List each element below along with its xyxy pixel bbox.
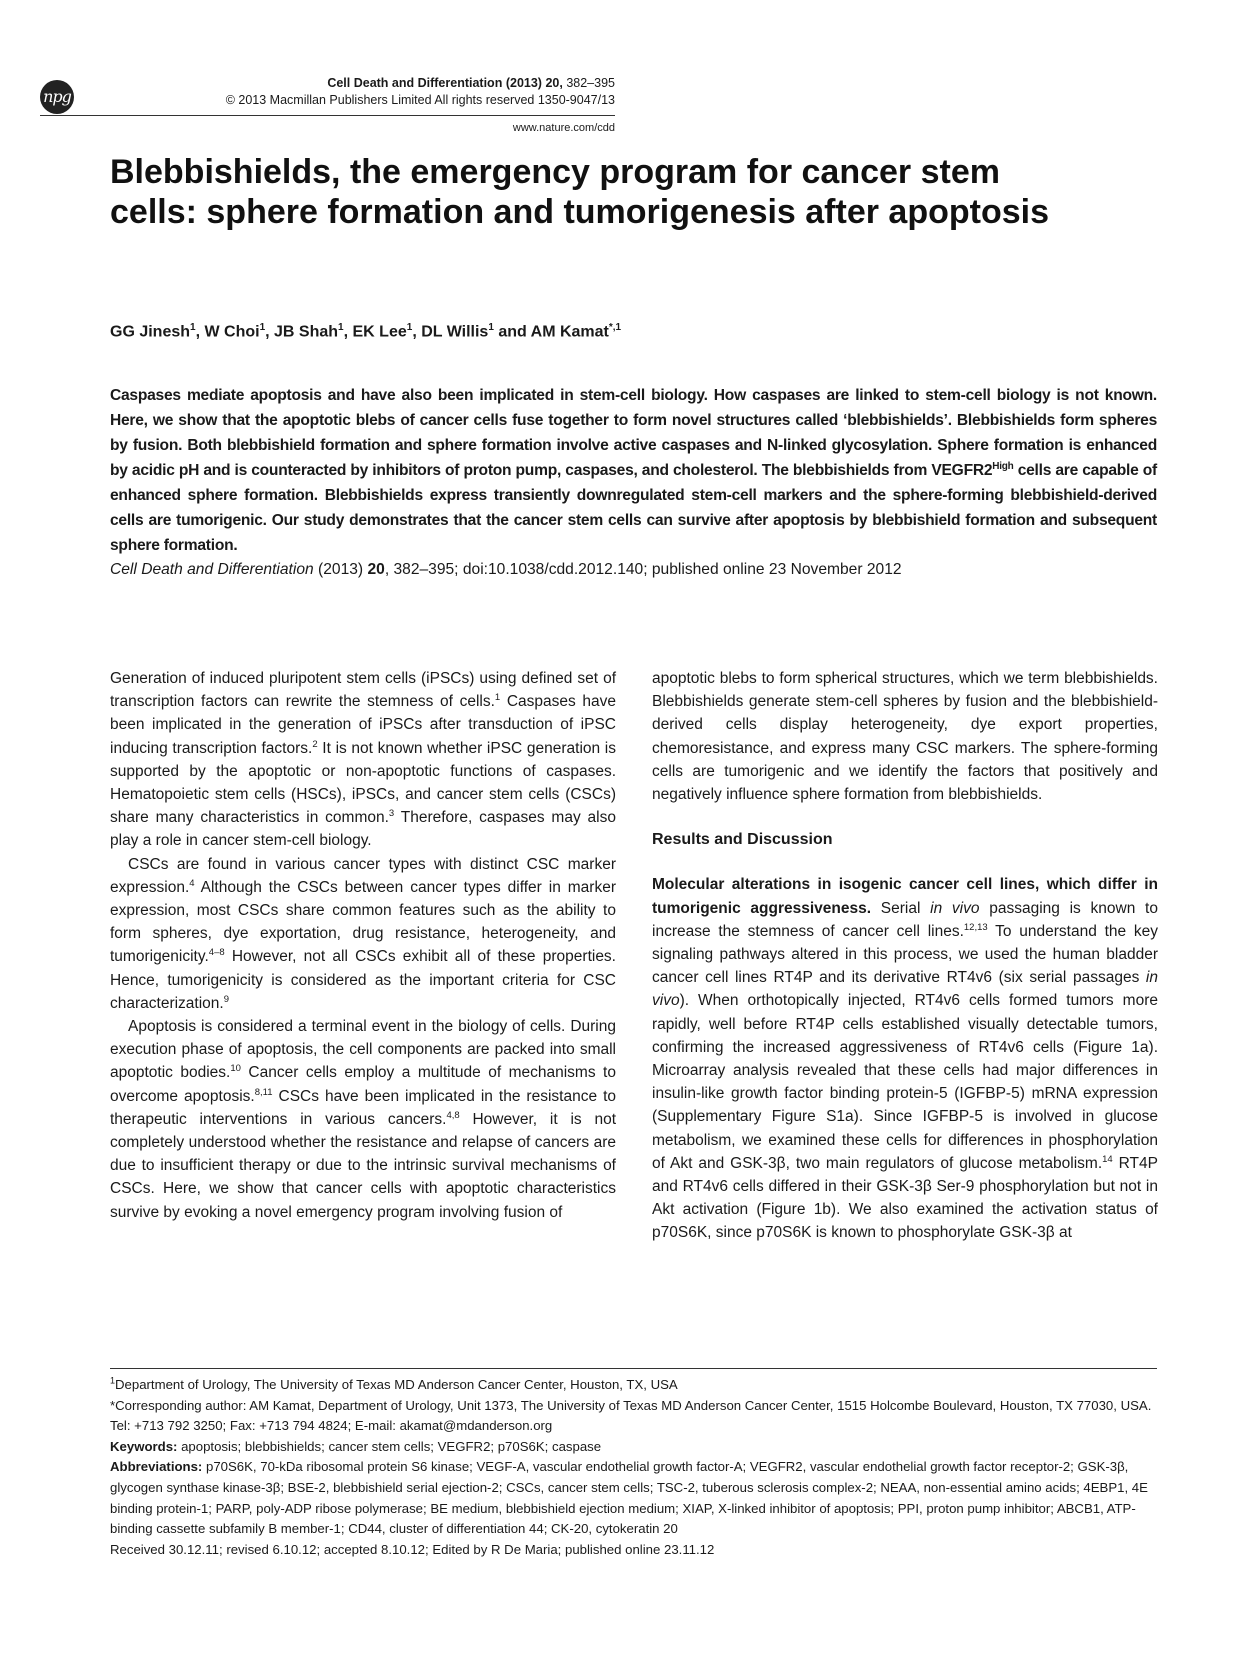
citation-year: (2013) bbox=[313, 561, 368, 578]
reference-sup[interactable]: 2 bbox=[312, 738, 318, 750]
affiliation-note: $^1$Department of Urology, The University of Texas MD Anderson Cancer Center, Houston, TX, USA bbox=[110, 1375, 678, 1392]
reference-sup[interactable]: 9 bbox=[223, 993, 230, 1005]
journal-pages: 382–395 bbox=[566, 76, 615, 90]
body-paragraph: Molecular alterations in isogenic cancer cell lines, which differ in tumorigenic aggressiveness. Serial in vivo passaging is known to increase the stemness of cancer cell lines.$^{12,13}$ To understand the key signaling pathways altered in this process, we used the human bladder cancer cell lines RT4P and its derivative RT4v6 (six serial passages in vivo). When orthotopically injected, RT4v6 cells formed tumors more rapidly, well before RT4P cells established visually detectable tumors, confirming the increased aggressiveness of RT4v6 cells (Figure 1a). Microarray analysis revealed that these cells had major differences in insulin-like growth factor binding protein-5 (IGFBP-5) mRNA expression (Supplementary Figure S1a). Since IGFBP-5 is involved in glucose metabolism, we examined these cells for differences in phosphorylation of Akt and GSK-3β, two main regulators of glucose metabolism.$^{14}$ RT4P and RT4v6 cells differed in their GSK-3β Ser-9 phosphorylation but not in Akt activation (Figure 1b). We also examined the activation status of p70S6K, since p70S6K is known to phosphorylate GSK-3β at bbox=[652, 876, 1158, 1242]
copyright-notice: © 2013 Macmillan Publishers Limited All rights reserved 1350-9047/13 bbox=[225, 93, 615, 107]
footnotes bbox=[110, 1375, 1157, 1560]
reference-sup[interactable]: 14 bbox=[1102, 1153, 1113, 1165]
publisher-logo: npg bbox=[40, 80, 74, 114]
abstract bbox=[110, 383, 1157, 558]
journal-volume: 20, bbox=[545, 76, 563, 90]
header-divider bbox=[40, 115, 615, 116]
article-title: Blebbishields, the emergency program for cancer stem cells: sphere formation and tumorigenesis after apoptosis bbox=[110, 153, 1049, 231]
author-name: EK Lee bbox=[352, 323, 407, 341]
footnote-divider bbox=[110, 1368, 1157, 1369]
author-affiliation-sup: *,1 bbox=[608, 322, 622, 333]
corresponding-author-note: *Corresponding author: AM Kamat, Department of Urology, Unit 1373, The University of Texas MD Anderson Cancer Center, 1515 Holcombe Boulevard, Houston, TX 77030, USA. Tel: +713 792 3250; Fax: +713 794 4824; E-mail: akamat@mdanderson.org bbox=[110, 1397, 1152, 1434]
author-affiliation-sup: 1 bbox=[190, 322, 196, 333]
author-affiliation-sup: 1 bbox=[488, 322, 494, 333]
body-paragraph: CSCs are found in various cancer types with distinct CSC marker expression.$^4$ Although the CSCs between cancer types differ in marker expression, most CSCs share common features such as the ability to form spheres, dye exportation, drug resistance, heterogeneity, and tumorigenicity.$^{4-8}$ However, not all CSCs exhibit all of these properties. Hence, tumorigenicity is considered as the important criteria for CSC characterization.$^9$ bbox=[110, 855, 616, 1012]
citation-details: , 382–395; doi:10.1038/cdd.2012.140; published online 23 November 2012 bbox=[384, 561, 902, 578]
citation-journal: Cell Death and Differentiation bbox=[110, 561, 314, 578]
abstract-superscript: High bbox=[992, 460, 1014, 472]
section-heading: Results and Discussion bbox=[652, 831, 833, 849]
reference-sup[interactable]: 12,13 bbox=[963, 921, 988, 933]
reference-sup[interactable]: 10 bbox=[230, 1063, 241, 1075]
subsection-heading: Molecular alterations in isogenic cancer cell lines, which differ in tumorigenic aggressiveness. bbox=[652, 876, 1158, 917]
author-name: DL Willis bbox=[421, 323, 489, 341]
abbreviations-note: Abbreviations: p70S6K, 70-kDa ribosomal protein S6 kinase; VEGF-A, vascular endothelial growth factor-A; VEGFR2, vascular endothelial growth factor receptor-2; GSK-3β, glycogen synthase kinase-3β; BSE-2, blebbishield serial ejection-2; CSCs, cancer stem cells; TSC-2, tuberous sclerosis complex-2; NEAA, non-essential amino acids; 4EBP1, 4E binding protein-1; PARP, poly-ADP ribose polymerase; BE medium, blebbishield ejection medium; XIAP, X-linked inhibitor of apoptosis; PPI, proton pump inhibitor; ABCB1, ATP-binding cassette subfamily B member-1; CD44, cluster of differentiation 44; CK-20, cytokeratin 20 bbox=[110, 1459, 1148, 1537]
body-paragraph: Apoptosis is considered a terminal event in the biology of cells. During execution phase of apoptosis, the cell components are packed into small apoptotic bodies.$^{10}$ Cancer cells employ a multitude of mechanisms to overcome apoptosis.$^{8,11}$ CSCs have been implicated in the resistance to therapeutic interventions in various cancers.$^{4,8}$ However, it is not completely understood whether the resistance and relapse of cancers are due to insufficient therapy or due to the intrinsic survival mechanisms of CSCs. Here, we show that cancer cells with apoptotic characteristics survive by evoking a novel emergency program involving fusion of bbox=[110, 1018, 616, 1221]
author-list: GG Jinesh$^1$, W Choi$^1$, JB Shah$^1$, EK Lee$^1$, DL Willis$^1$ and AM Kamat$^{*,1}$ bbox=[110, 322, 622, 341]
article-citation bbox=[110, 557, 1157, 582]
abstract-text: cells are capable of enhanced sphere formation. Blebbishields express transiently downregulated stem-cell markers and the sphere-forming blebbishield-derived cells are tumorigenic. Our study demonstrates that the cancer stem cells can survive after apoptosis by blebbishield formation and subsequent sphere formation. bbox=[110, 462, 1157, 554]
reference-sup[interactable]: 4 bbox=[189, 877, 195, 889]
reference-sup[interactable]: 4–8 bbox=[208, 947, 225, 959]
journal-citation-header bbox=[327, 76, 615, 90]
author-affiliation-sup: 1 bbox=[259, 322, 266, 333]
keywords-note: Keywords: apoptosis; blebbishields; cancer stem cells; VEGFR2; p70S6K; caspase bbox=[110, 1438, 602, 1454]
reference-sup[interactable]: 1 bbox=[494, 692, 501, 704]
author-name: GG Jinesh bbox=[110, 323, 191, 341]
author-name: W Choi bbox=[204, 323, 260, 341]
body-paragraph: Generation of induced pluripotent stem cells (iPSCs) using defined set of transcription factors can rewrite the stemness of cells.$^1$ Caspases have been implicated in the generation of iPSCs after transduction of iPSC inducing transcription factors.$^2$ It is not known whether iPSC generation is supported by the apoptotic or non-apoptotic functions of caspases. Hematopoietic stem cells (HSCs), iPSCs, and cancer stem cells (CSCs) share many characteristics in common.$^3$ Therefore, caspases may also play a role in cancer stem-cell biology. bbox=[110, 670, 617, 850]
body-column-left bbox=[110, 667, 616, 1224]
journal-year: (2013) bbox=[505, 76, 542, 90]
reference-sup[interactable]: 3 bbox=[388, 808, 395, 820]
body-paragraph: apoptotic blebs to form spherical structures, which we term blebbishields. Blebbishields generate stem-cell spheres by fusion and the blebbishield-derived cells display heterogeneity, dye export properties, chemoresistance, and express many CSC markers. The sphere-forming cells are tumorigenic and we identify the factors that positively and negatively influence sphere formation from blebbishields. bbox=[652, 670, 1158, 804]
journal-website-link[interactable]: www.nature.com/cdd bbox=[512, 122, 615, 134]
journal-name: Cell Death and Differentiation bbox=[327, 76, 503, 90]
reference-sup[interactable]: 4,8 bbox=[446, 1109, 460, 1121]
received-dates-note: Received 30.12.11; revised 6.10.12; accepted 8.10.12; Edited by R De Maria; published online 23.11.12 bbox=[110, 1541, 715, 1557]
author-affiliation-sup: 1 bbox=[338, 322, 344, 333]
author-name: JB Shah bbox=[274, 323, 339, 341]
abstract-text: Caspases mediate apoptosis and have also been implicated in stem-cell biology. How caspases are linked to stem-cell biology is not known. Here, we show that the apoptotic blebs of cancer cells fuse together to form novel structures called ‘blebbishields’. Blebbishields form spheres by fusion. Both blebbishield formation and sphere formation involve active caspases and N-linked glycosylation. Sphere formation is enhanced by acidic pH and is counteracted by inhibitors of proton pump, caspases, and cholesterol. The blebbishields from VEGFR2 bbox=[110, 387, 1157, 479]
citation-volume: 20 bbox=[367, 561, 385, 578]
author-name: AM Kamat bbox=[530, 323, 609, 341]
body-column-right bbox=[652, 667, 1158, 1245]
author-affiliation-sup: 1 bbox=[406, 322, 413, 333]
reference-sup[interactable]: 8,11 bbox=[254, 1086, 273, 1098]
